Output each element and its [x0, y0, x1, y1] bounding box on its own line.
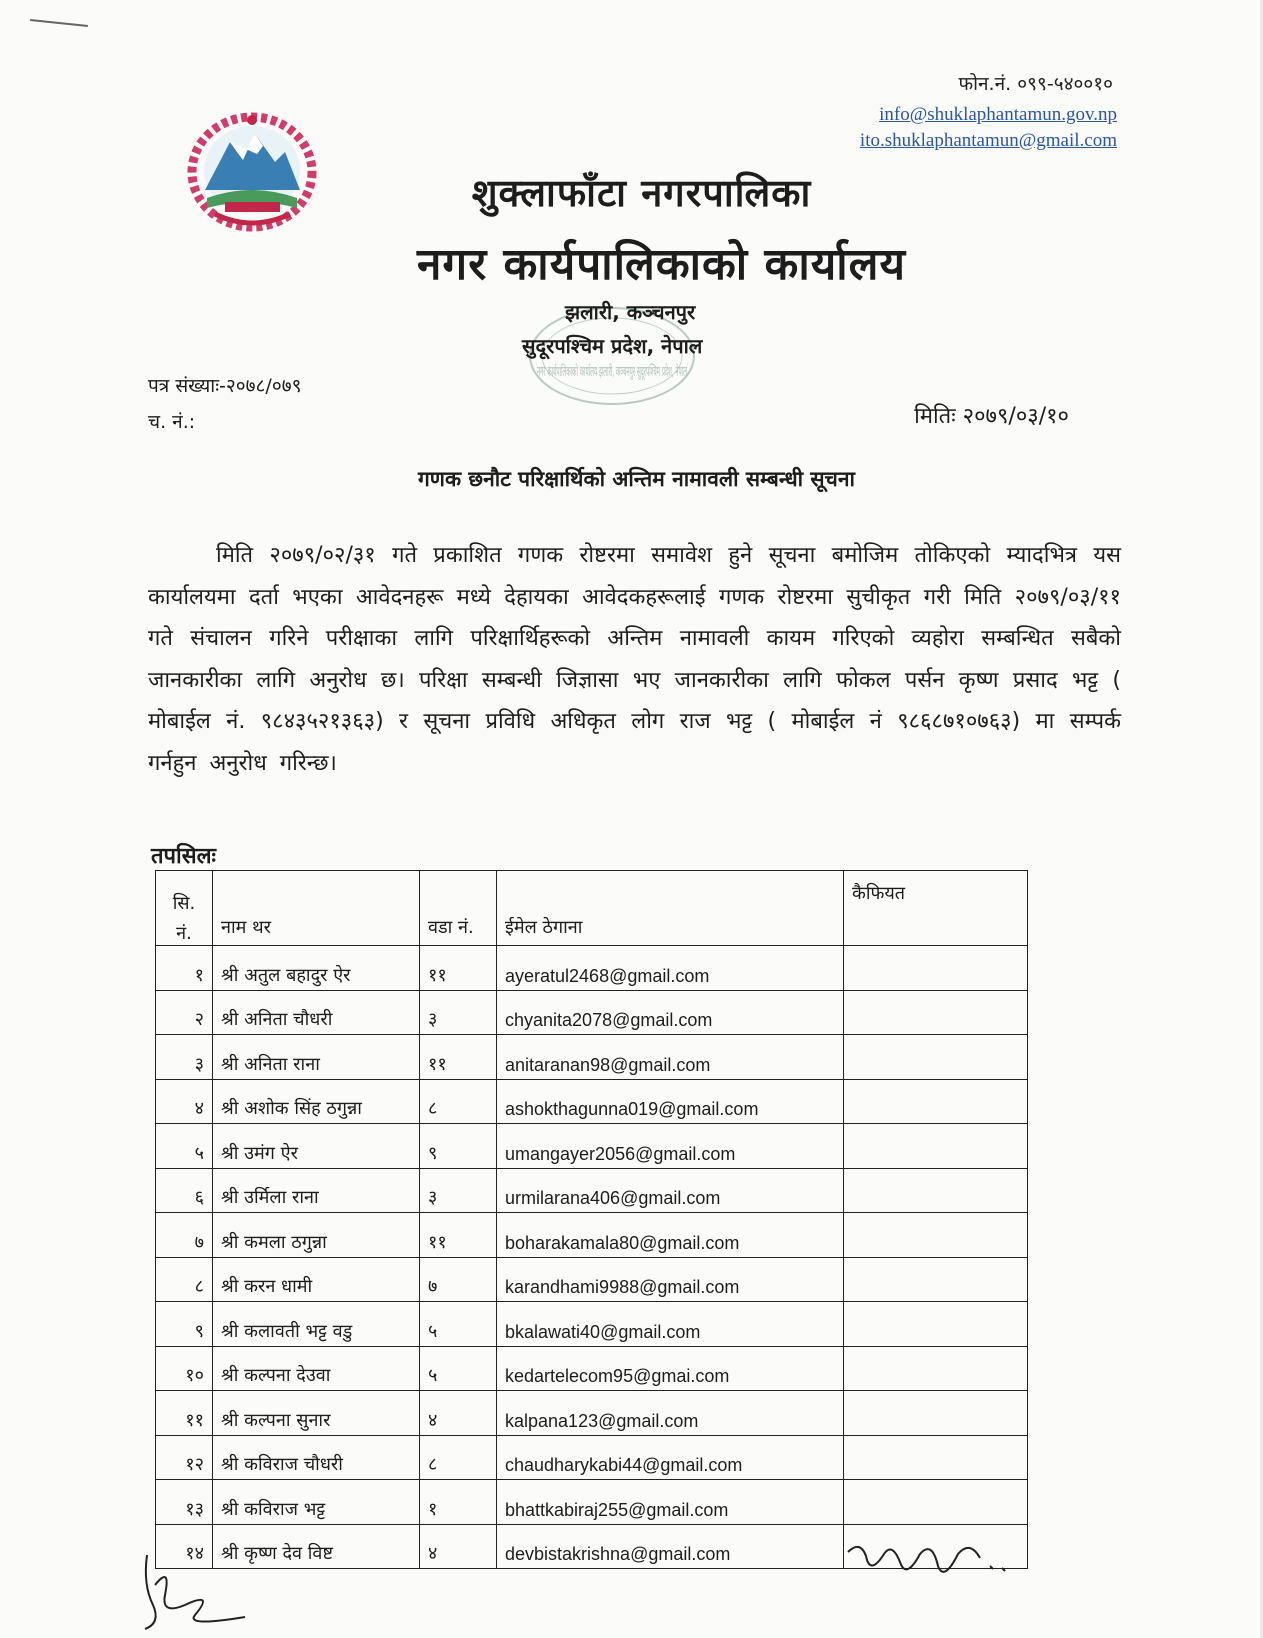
details-label: तपसिलः	[151, 844, 216, 869]
row-serial: १३	[156, 1480, 213, 1525]
row-ward: ९	[420, 1124, 497, 1169]
row-remarks	[844, 1168, 1028, 1213]
row-email: anitaranan98@gmail.com	[497, 1035, 844, 1080]
table-row	[156, 990, 1028, 1035]
row-name: श्री अनिता राना	[213, 1035, 420, 1080]
notice-body: मिति २०७९/०२/३१ गते प्रकाशित गणक रोष्टरमा समावेश हुने सूचना बमोजिम तोकिएको म्यादभित्र यस कार्यालयमा दर्ता भएका आवेदनहरू मध्ये देहायका आवेदकहरूलाई गणक रोष्टरमा सुचीकृत गरी मिति २०७९/०३/११ गते संचालन गरिने परीक्षाका लागि परिक्षार्थिहरूको अन्तिम नामावली कायम गरिएको व्यहोरा सम्बन्धित सबैको जानकारीका लागि अनुरोध छ। परिक्षा सम्बन्धी जिज्ञासा भए जानकारीका लागि फोकल पर्सन कृष्ण प्रसाद भट्ट ( मोबाईल नं. ९८४३५२१३६३) र सूचना प्रविधि अधिकृत लोग राज भट्ट ( मोबाईल नं ९८६८७१०७६३) मा सम्पर्क गर्नहुन अनुरोध गरिन्छ।	[148, 543, 1121, 776]
row-name: श्री अतुल बहादुर ऐर	[213, 946, 420, 991]
row-ward: ३	[420, 990, 497, 1035]
row-ward: ३	[420, 1168, 497, 1213]
notice-subject: गणक छनौट परिक्षार्थिको अन्तिम नामावली सम्बन्धी सूचना	[417, 467, 855, 491]
row-name: श्री कल्पना देउवा	[213, 1346, 420, 1391]
row-ward: ११	[420, 946, 497, 991]
row-email: bkalawati40@gmail.com	[497, 1302, 844, 1347]
table-row	[156, 1124, 1028, 1169]
row-name: श्री कलावती भट्ट वडु	[213, 1302, 420, 1347]
row-name: श्री कविराज भट्ट	[213, 1480, 420, 1525]
row-email: kalpana123@gmail.com	[497, 1391, 844, 1436]
row-remarks	[844, 1302, 1028, 1347]
header-ward: वडा नं.	[420, 871, 497, 946]
row-email: bhattkabiraj255@gmail.com	[497, 1480, 844, 1525]
row-email: ashokthagunna019@gmail.com	[497, 1079, 844, 1124]
table-row	[156, 1213, 1028, 1258]
letter-number: पत्र संख्याः-२०७८/०७९	[148, 375, 302, 397]
address-line-2: सुदूरपश्चिम प्रदेश, नेपाल	[522, 334, 703, 358]
row-email: karandhami9988@gmail.com	[497, 1257, 844, 1302]
row-ward: ८	[420, 1079, 497, 1124]
email-link-it[interactable]: ito.shuklaphantamun@gmail.com	[859, 130, 1117, 151]
header-name: नाम थर	[213, 871, 420, 946]
row-name: श्री अशोक सिंह ठगुन्ना	[213, 1079, 420, 1124]
email-link-office[interactable]: info@shuklaphantamun.gov.np	[879, 104, 1117, 125]
row-serial: १४	[156, 1524, 213, 1569]
row-remarks	[844, 946, 1028, 991]
municipality-name: शुक्लाफाँटा नगरपालिका	[471, 171, 812, 215]
row-email: urmilarana406@gmail.com	[497, 1168, 844, 1213]
row-ward: ५	[420, 1302, 497, 1347]
row-email: chyanita2078@gmail.com	[497, 990, 844, 1035]
header-remarks-label: कैफियत	[852, 883, 906, 904]
row-email: boharakamala80@gmail.com	[497, 1213, 844, 1258]
row-ward: ४	[420, 1524, 497, 1569]
row-name: श्री कल्पना सुनार	[213, 1391, 420, 1436]
table-row	[156, 946, 1028, 991]
row-name: श्री कमला ठगुन्ना	[213, 1213, 420, 1258]
phone-number: फोन.नं. ०९९-५४००१०	[958, 73, 1113, 95]
row-remarks	[844, 1257, 1028, 1302]
scan-mark	[30, 19, 88, 27]
stamp-text: नगर कार्यपालिकाको कार्यालय झलारी, कञ्चनपुर सुदूरपश्चिम प्रदेश, नेपाल	[537, 364, 911, 380]
row-serial: १२	[156, 1435, 213, 1480]
row-ward: ११	[420, 1213, 497, 1258]
table-row	[156, 1435, 1028, 1480]
row-ward: ४	[420, 1391, 497, 1436]
candidate-table	[155, 870, 1028, 1569]
row-email: chaudharykabi44@gmail.com	[497, 1435, 844, 1480]
row-name: श्री उर्मिला राना	[213, 1168, 420, 1213]
office-title: नगर कार्यपालिकाको कार्यालय	[417, 239, 906, 290]
header-serial-line1: सि.	[172, 893, 196, 914]
row-ward: ११	[420, 1035, 497, 1080]
row-name: श्री कृष्ण देव विष्ट	[213, 1524, 420, 1569]
letter-date: मितिः २०७९/०३/१०	[914, 404, 1069, 429]
row-serial: २	[156, 990, 213, 1035]
row-remarks	[844, 1391, 1028, 1436]
address-line-1: झलारी, कञ्चनपुर	[565, 300, 696, 324]
row-name: श्री करन धामी	[213, 1257, 420, 1302]
row-ward: १	[420, 1480, 497, 1525]
row-ward: ८	[420, 1435, 497, 1480]
row-ward: ५	[420, 1346, 497, 1391]
table-row	[156, 1480, 1028, 1525]
row-remarks	[844, 1079, 1028, 1124]
row-serial: ९	[156, 1302, 213, 1347]
table-row	[156, 1079, 1028, 1124]
row-serial: ४	[156, 1079, 213, 1124]
row-serial: ११	[156, 1391, 213, 1436]
row-name: श्री उमंग ऐर	[213, 1124, 420, 1169]
header-remarks	[844, 871, 1028, 946]
row-remarks	[844, 1480, 1028, 1525]
table-row	[156, 1346, 1028, 1391]
row-email: kedartelecom95@gmai.com	[497, 1346, 844, 1391]
row-serial: १	[156, 946, 213, 991]
signature-left	[125, 1545, 265, 1635]
row-email: ayeratul2468@gmail.com	[497, 946, 844, 991]
row-serial: ६	[156, 1168, 213, 1213]
dispatch-number: च. नं.:	[148, 411, 196, 433]
row-remarks	[844, 1035, 1028, 1080]
row-serial: ८	[156, 1257, 213, 1302]
table-row	[156, 1035, 1028, 1080]
table-row	[156, 1391, 1028, 1436]
header-serial-line2: नं.	[176, 923, 192, 944]
row-email: umangayer2056@gmail.com	[497, 1124, 844, 1169]
row-remarks	[844, 1346, 1028, 1391]
row-ward: ७	[420, 1257, 497, 1302]
row-serial: ३	[156, 1035, 213, 1080]
header-serial	[156, 871, 213, 946]
row-remarks	[844, 1124, 1028, 1169]
candidate-rows	[156, 946, 1028, 1569]
header-email: ईमेल ठेगाना	[497, 871, 844, 946]
signature-right	[840, 1532, 1020, 1592]
row-remarks	[844, 990, 1028, 1035]
row-serial: ७	[156, 1213, 213, 1258]
table-header-row	[156, 871, 1028, 946]
row-name: श्री कविराज चौधरी	[213, 1435, 420, 1480]
table-row	[156, 1168, 1028, 1213]
row-email: devbistakrishna@gmail.com	[497, 1524, 844, 1569]
row-serial: ५	[156, 1124, 213, 1169]
table-row	[156, 1302, 1028, 1347]
row-remarks	[844, 1213, 1028, 1258]
table-row	[156, 1257, 1028, 1302]
row-remarks	[844, 1435, 1028, 1480]
row-serial: १०	[156, 1346, 213, 1391]
row-name: श्री अनिता चौधरी	[213, 990, 420, 1035]
